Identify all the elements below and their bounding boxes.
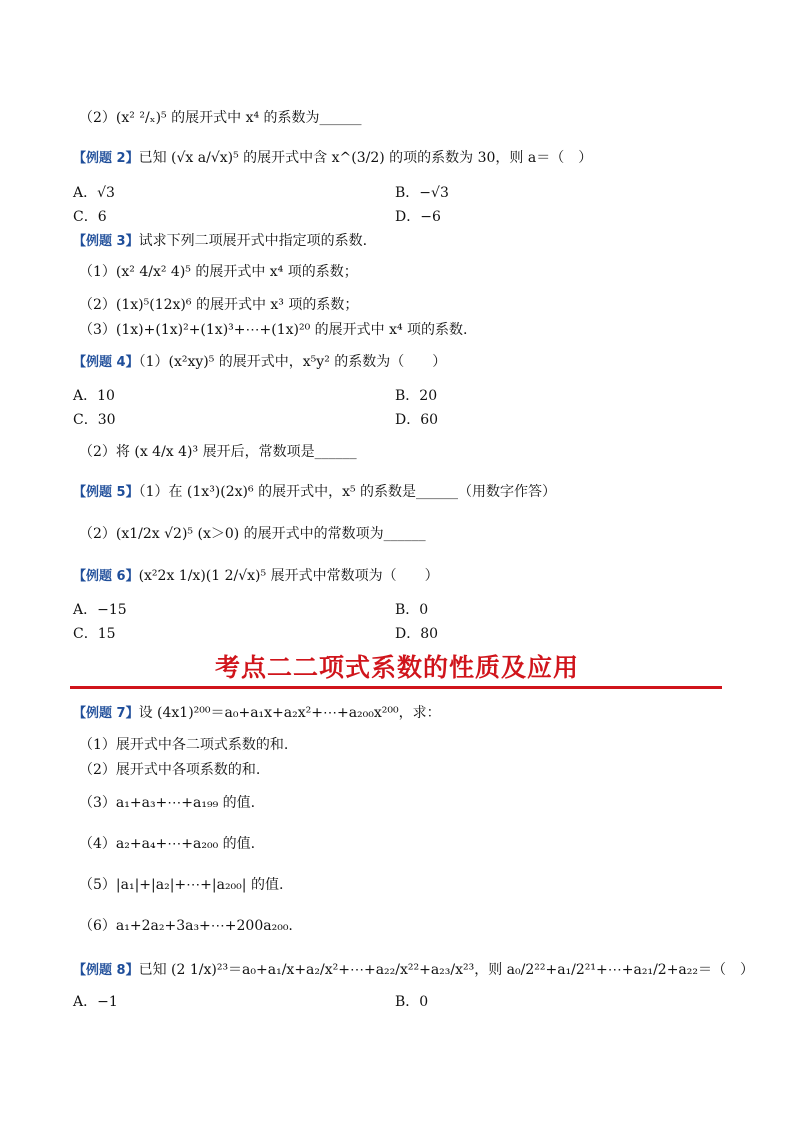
text-line-l7 (79, 295, 358, 315)
text-line-l16a (73, 600, 127, 620)
text-line-l4b (395, 207, 441, 227)
line-text: A．−1 (73, 994, 118, 1010)
text-line-l20 (79, 760, 260, 780)
text-line-l22 (79, 834, 255, 854)
line-text: （2）(1x)⁵(12x)⁶ 的展开式中 x³ 项的系数； (79, 297, 359, 313)
text-line-l4a (73, 207, 107, 227)
line-text: 已知 (2 1/x)²³＝a₀+a₁/x+a₂/x²+⋯+a₂₂/x²²+a₂₃/x²³，则 a₀/2²²+a₁/2²¹+⋯+a₂₁/2+a₂₂＝（ ） (138, 962, 754, 978)
text-line-l14 (79, 524, 426, 544)
line-text: (x²2x 1/x)(1 2/√x)⁵ 展开式中常数项为（ ） (138, 568, 439, 584)
text-line-l2 (73, 148, 592, 169)
text-line-l19 (79, 735, 288, 755)
text-line-l3a (73, 183, 115, 203)
text-line-l9 (73, 352, 446, 373)
line-text: （2）将 (x 4/x 4)³ 展开后，常数项是______ (79, 444, 357, 460)
line-text: B．−√3 (395, 185, 449, 201)
line-text: （3）(1x)+(1x)²+(1x)³+⋯+(1x)²⁰ 的展开式中 x⁴ 项的系数. (79, 322, 468, 338)
line-text: （1）(x² 4/x² 4)⁵ 的展开式中 x⁴ 项的系数； (79, 264, 358, 280)
text-line-l5 (73, 231, 367, 252)
text-line-l3b (395, 183, 449, 203)
example-tag: 【例题 6】 (73, 569, 139, 584)
line-text: C．30 (73, 412, 116, 428)
example-tag: 【例题 5】 (73, 485, 139, 500)
text-line-l24 (79, 916, 293, 936)
line-text: A．−15 (73, 602, 127, 618)
line-text: B．0 (395, 602, 429, 618)
text-line-l26a (73, 992, 118, 1012)
line-text: A．10 (73, 388, 115, 404)
line-text: （2）(x² ²/ₓ)⁵ 的展开式中 x⁴ 的系数为______ (79, 110, 362, 126)
line-text: （3）a₁+a₃+⋯+a₁₉₉ 的值. (79, 795, 256, 811)
example-tag: 【例题 3】 (73, 234, 139, 249)
text-line-l17b (395, 624, 438, 644)
text-line-l8 (79, 320, 468, 340)
text-line-l1 (79, 108, 362, 128)
example-tag: 【例题 8】 (73, 963, 139, 978)
line-text: B．20 (395, 388, 438, 404)
text-line-l10b (395, 386, 437, 406)
section-divider (70, 686, 722, 689)
line-text: A．√3 (73, 185, 115, 201)
line-text: （2）(x1/2x √2)⁵ (x＞0) 的展开式中的常数项为______ (79, 526, 426, 542)
text-line-l21 (79, 793, 255, 813)
line-text: 已知 (√x a/√x)⁵ 的展开式中含 x^(3/2) 的项的系数为 30，则 a＝（ ） (138, 150, 593, 166)
text-line-l18 (73, 703, 441, 724)
line-text: （1）(x²xy)⁵ 的展开式中，x⁵y² 的系数为（ ） (138, 354, 447, 370)
line-text: D．60 (395, 412, 439, 428)
text-line-l10a (73, 386, 115, 406)
line-text: 试求下列二项展开式中指定项的系数. (138, 233, 368, 249)
line-text: （6）a₁+2a₂+3a₃+⋯+200a₂₀₀. (79, 918, 293, 934)
line-text: D．80 (395, 626, 439, 642)
text-line-l11a (73, 410, 116, 430)
text-line-l17a (73, 624, 116, 644)
line-text: D．−6 (395, 209, 441, 225)
line-text: （1）在 (1x³)(2x)⁶ 的展开式中，x⁵ 的系数是______（用数字作答） (138, 484, 557, 500)
line-text: C．6 (73, 209, 107, 225)
text-line-l11b (395, 410, 438, 430)
example-tag: 【例题 2】 (73, 151, 139, 166)
text-line-l25 (73, 960, 754, 981)
text-line-l13 (73, 482, 556, 503)
text-line-l6 (79, 262, 358, 282)
text-line-l15 (73, 566, 439, 587)
line-text: B．0 (395, 994, 429, 1010)
text-line-l16b (395, 600, 428, 620)
line-text: （5）|a₁|+|a₂|+⋯+|a₂₀₀| 的值. (79, 877, 284, 893)
line-text: C．15 (73, 626, 116, 642)
example-tag: 【例题 4】 (73, 355, 139, 370)
line-text: （4）a₂+a₄+⋯+a₂₀₀ 的值. (79, 836, 256, 852)
text-line-l26b (395, 992, 428, 1012)
line-text: 设 (4x1)²⁰⁰＝a₀+a₁x+a₂x²+⋯+a₂₀₀x²⁰⁰，求： (138, 705, 441, 721)
example-tag: 【例题 7】 (73, 706, 139, 721)
section-heading: 考点二二项式系数的性质及应用 (214, 653, 579, 682)
text-line-l23 (79, 875, 283, 895)
line-text: （1）展开式中各二项式系数的和. (79, 737, 289, 753)
text-line-l12 (79, 442, 357, 462)
line-text: （2）展开式中各项系数的和. (79, 762, 261, 778)
